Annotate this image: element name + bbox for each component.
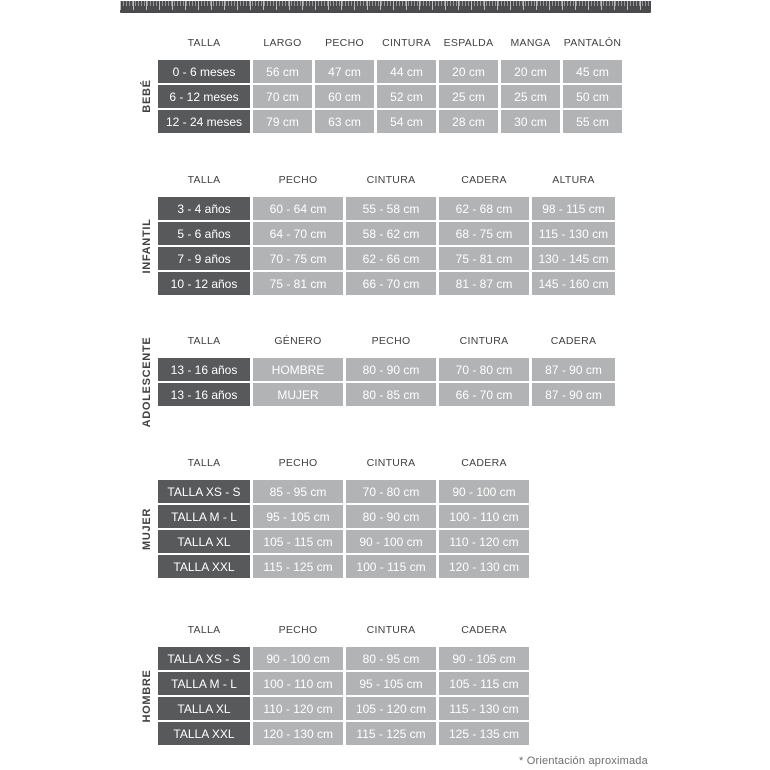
measure-value-cell: 68 - 75 cm [439, 222, 529, 245]
measure-value-cell: 145 - 160 cm [532, 272, 615, 295]
table-header-row [158, 456, 529, 470]
measure-value-cell: HOMBRE [253, 358, 343, 381]
measure-value-cell: 115 - 130 cm [532, 222, 615, 245]
size-label-cell: 12 - 24 meses [158, 110, 250, 133]
column-header: TALLA [187, 335, 221, 347]
measure-value-cell: 25 cm [501, 85, 560, 108]
table-body [158, 480, 529, 578]
measure-value-cell: 105 - 120 cm [346, 697, 436, 720]
size-label-cell: TALLA M - L [158, 505, 250, 528]
measure-value-cell: 79 cm [253, 110, 312, 133]
measure-value-cell: 55 cm [563, 110, 622, 133]
column-header: CINTURA [366, 624, 416, 636]
measure-value-cell: 56 cm [253, 60, 312, 83]
size-table-bebe [158, 36, 622, 133]
size-label-cell: 3 - 4 años [158, 197, 250, 220]
size-label-cell: TALLA XL [158, 697, 250, 720]
measure-value-cell: 45 cm [563, 60, 622, 83]
section-label-adolescente: ADOLESCENTE [141, 336, 153, 428]
table-header-row [158, 36, 622, 50]
column-header: CINTURA [366, 174, 416, 186]
measure-value-cell: 63 cm [315, 110, 374, 133]
section-label-mujer: MUJER [141, 507, 153, 551]
measure-value-cell: 54 cm [377, 110, 436, 133]
measure-value-cell: 70 - 80 cm [439, 358, 529, 381]
measure-value-cell: 62 - 66 cm [346, 247, 436, 270]
size-label-cell: 13 - 16 años [158, 383, 250, 406]
column-header: CADERA [461, 624, 507, 636]
measure-value-cell: 105 - 115 cm [439, 672, 529, 695]
column-header: PECHO [278, 457, 318, 469]
section-bebe [141, 36, 622, 133]
measure-value-cell: 44 cm [377, 60, 436, 83]
column-header: PANTALÓN [563, 37, 622, 49]
section-label-infantil: INFANTIL [141, 218, 153, 274]
measure-value-cell: 75 - 81 cm [439, 247, 529, 270]
column-header: LARGO [263, 37, 302, 49]
size-label-cell: TALLA XL [158, 530, 250, 553]
measure-value-cell: 20 cm [439, 60, 498, 83]
measure-value-cell: 80 - 95 cm [346, 647, 436, 670]
measure-value-cell: 130 - 145 cm [532, 247, 615, 270]
table-body [158, 647, 529, 745]
column-header: ESPALDA [443, 37, 494, 49]
measure-value-cell: 64 - 70 cm [253, 222, 343, 245]
size-table-hombre [158, 623, 529, 745]
measure-value-cell: 70 cm [253, 85, 312, 108]
column-header: CINTURA [459, 335, 509, 347]
measure-value-cell: 50 cm [563, 85, 622, 108]
measure-value-cell: 125 - 135 cm [439, 722, 529, 745]
measure-value-cell: 90 - 100 cm [439, 480, 529, 503]
measure-value-cell: 75 - 81 cm [253, 272, 343, 295]
measure-value-cell: 85 - 95 cm [253, 480, 343, 503]
size-table-adolescente [158, 334, 615, 406]
measure-value-cell: 100 - 115 cm [346, 555, 436, 578]
column-header: TALLA [187, 37, 221, 49]
measure-value-cell: 120 - 130 cm [253, 722, 343, 745]
measure-value-cell: 90 - 105 cm [439, 647, 529, 670]
footnote: * Orientación aproximada [519, 755, 648, 767]
table-body [158, 60, 622, 133]
measure-value-cell: 87 - 90 cm [532, 358, 615, 381]
table-header-row [158, 173, 615, 187]
measure-value-cell: 80 - 90 cm [346, 505, 436, 528]
column-header: CINTURA [382, 37, 431, 49]
size-label-cell: TALLA XS - S [158, 647, 250, 670]
measure-value-cell: 55 - 58 cm [346, 197, 436, 220]
measure-value-cell: 98 - 115 cm [532, 197, 615, 220]
measure-value-cell: 95 - 105 cm [253, 505, 343, 528]
section-hombre [141, 623, 529, 745]
measure-value-cell: MUJER [253, 383, 343, 406]
measure-value-cell: 70 - 80 cm [346, 480, 436, 503]
measure-value-cell: 115 - 130 cm [439, 697, 529, 720]
column-header: CADERA [461, 457, 507, 469]
measure-value-cell: 95 - 105 cm [346, 672, 436, 695]
table-header-row [158, 334, 615, 348]
size-table-mujer [158, 456, 529, 578]
measure-value-cell: 28 cm [439, 110, 498, 133]
measure-value-cell: 81 - 87 cm [439, 272, 529, 295]
size-table-infantil [158, 173, 615, 295]
table-header-row [158, 623, 529, 637]
size-label-cell: 13 - 16 años [158, 358, 250, 381]
measure-value-cell: 66 - 70 cm [346, 272, 436, 295]
column-header: GÉNERO [274, 335, 322, 347]
column-header: CADERA [461, 174, 507, 186]
column-header: PECHO [278, 174, 318, 186]
measure-value-cell: 80 - 85 cm [346, 383, 436, 406]
column-header: TALLA [187, 624, 221, 636]
measure-value-cell: 20 cm [501, 60, 560, 83]
size-label-cell: TALLA XS - S [158, 480, 250, 503]
measure-value-cell: 66 - 70 cm [439, 383, 529, 406]
size-label-cell: 5 - 6 años [158, 222, 250, 245]
measure-value-cell: 87 - 90 cm [532, 383, 615, 406]
measure-value-cell: 100 - 110 cm [439, 505, 529, 528]
size-label-cell: 10 - 12 años [158, 272, 250, 295]
measure-value-cell: 52 cm [377, 85, 436, 108]
size-label-cell: TALLA XXL [158, 555, 250, 578]
measure-value-cell: 70 - 75 cm [253, 247, 343, 270]
size-label-cell: 7 - 9 años [158, 247, 250, 270]
measure-value-cell: 80 - 90 cm [346, 358, 436, 381]
measure-value-cell: 100 - 110 cm [253, 672, 343, 695]
column-header: PECHO [325, 37, 364, 49]
column-header: PECHO [278, 624, 318, 636]
table-body [158, 358, 615, 406]
size-label-cell: TALLA XXL [158, 722, 250, 745]
measuring-tape-ruler [120, 1, 651, 13]
column-header: ALTURA [552, 174, 595, 186]
measure-value-cell: 90 - 100 cm [346, 530, 436, 553]
measure-value-cell: 60 cm [315, 85, 374, 108]
table-body [158, 197, 615, 295]
column-header: MANGA [510, 37, 551, 49]
section-infantil [141, 173, 615, 295]
column-header: TALLA [187, 457, 221, 469]
column-header: TALLA [187, 174, 221, 186]
measure-value-cell: 110 - 120 cm [439, 530, 529, 553]
measure-value-cell: 62 - 68 cm [439, 197, 529, 220]
measure-value-cell: 115 - 125 cm [346, 722, 436, 745]
section-mujer [141, 456, 529, 578]
column-header: CINTURA [366, 457, 416, 469]
section-adolescente [141, 334, 615, 428]
column-header: PECHO [371, 335, 411, 347]
measure-value-cell: 47 cm [315, 60, 374, 83]
section-label-hombre: HOMBRE [141, 669, 153, 723]
measure-value-cell: 105 - 115 cm [253, 530, 343, 553]
size-label-cell: 6 - 12 meses [158, 85, 250, 108]
measure-value-cell: 90 - 100 cm [253, 647, 343, 670]
measure-value-cell: 115 - 125 cm [253, 555, 343, 578]
measure-value-cell: 25 cm [439, 85, 498, 108]
section-label-bebe: BEBÉ [141, 79, 153, 113]
measure-value-cell: 58 - 62 cm [346, 222, 436, 245]
measure-value-cell: 120 - 130 cm [439, 555, 529, 578]
size-label-cell: 0 - 6 meses [158, 60, 250, 83]
measure-value-cell: 60 - 64 cm [253, 197, 343, 220]
column-header: CADERA [550, 335, 597, 347]
measure-value-cell: 110 - 120 cm [253, 697, 343, 720]
size-label-cell: TALLA M - L [158, 672, 250, 695]
measure-value-cell: 30 cm [501, 110, 560, 133]
